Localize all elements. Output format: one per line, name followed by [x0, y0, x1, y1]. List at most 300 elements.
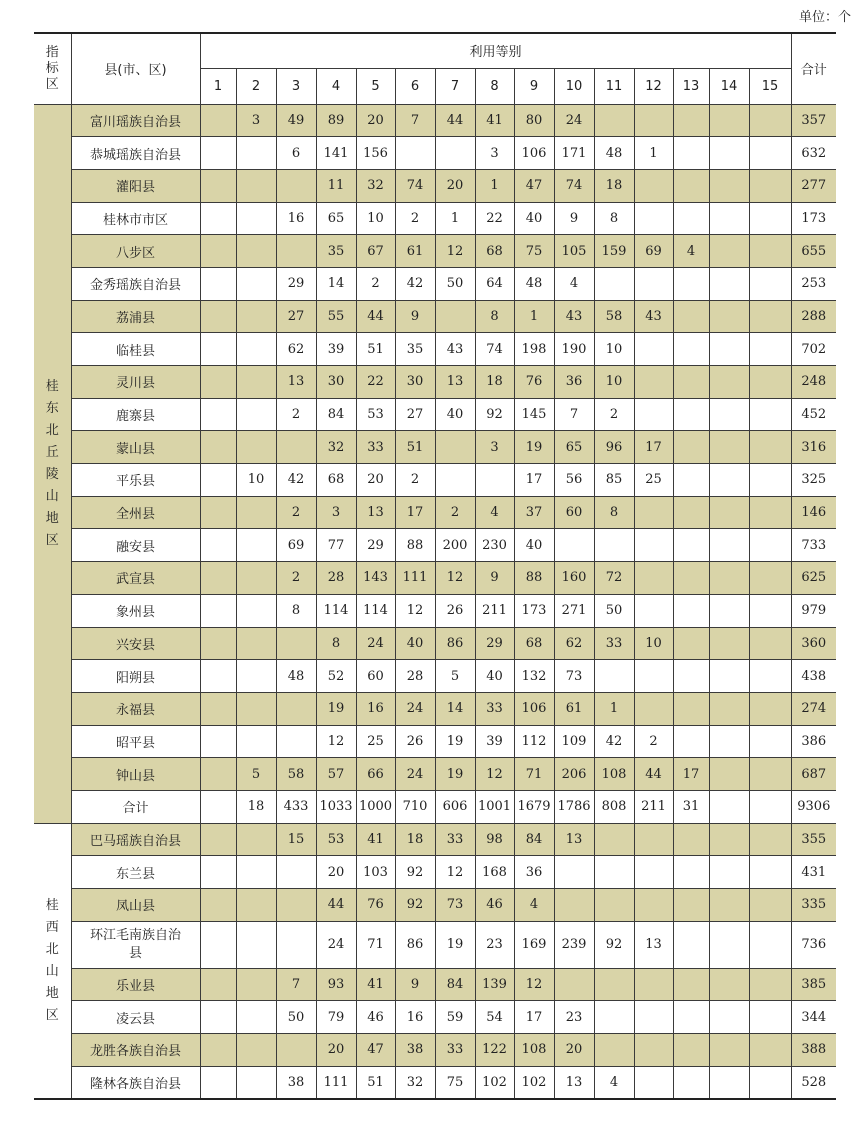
grade-value-9: 47 — [514, 169, 554, 202]
grade-value-3: 2 — [276, 562, 316, 595]
table-row — [34, 692, 836, 725]
grade-value-5: 60 — [356, 660, 395, 693]
grade-value-13 — [673, 104, 709, 137]
grade-value-1 — [200, 627, 236, 660]
grade-value-2 — [236, 921, 276, 968]
grade-value-11 — [594, 529, 634, 562]
grade-value-14 — [709, 660, 749, 693]
grade-value-10: 271 — [554, 594, 594, 627]
grade-value-2: 3 — [236, 104, 276, 137]
grade-value-1 — [200, 398, 236, 431]
table-row — [34, 398, 836, 431]
grade-value-12: 1 — [634, 137, 673, 170]
grade-value-11: 85 — [594, 464, 634, 497]
grade-value-3: 2 — [276, 398, 316, 431]
grade-value-10: 24 — [554, 104, 594, 137]
grade-header-8: 8 — [475, 68, 514, 104]
grade-value-15 — [749, 398, 791, 431]
region-label — [34, 104, 71, 823]
grade-value-15 — [749, 333, 791, 366]
grade-value-5: 29 — [356, 529, 395, 562]
row-total: 687 — [791, 758, 836, 791]
grade-value-13 — [673, 398, 709, 431]
grade-value-11: 1 — [594, 692, 634, 725]
grade-value-2 — [236, 137, 276, 170]
grade-value-8: 33 — [475, 692, 514, 725]
grade-value-14 — [709, 856, 749, 889]
grade-value-9: 68 — [514, 627, 554, 660]
grade-value-11 — [594, 1034, 634, 1067]
table-row — [34, 529, 836, 562]
grade-value-15 — [749, 562, 791, 595]
grade-value-15 — [749, 823, 791, 856]
grade-value-1 — [200, 725, 236, 758]
grade-value-5: 2 — [356, 267, 395, 300]
grade-value-10: 60 — [554, 496, 594, 529]
grade-value-8: 54 — [475, 1001, 514, 1034]
grade-value-5: 143 — [356, 562, 395, 595]
county-name: 荔浦县 — [71, 300, 200, 333]
grade-value-15 — [749, 790, 791, 823]
grade-value-6: 7 — [395, 104, 435, 137]
grade-value-12: 25 — [634, 464, 673, 497]
grade-value-4: 20 — [316, 856, 356, 889]
grade-value-9: 71 — [514, 758, 554, 791]
grade-value-7: 606 — [435, 790, 475, 823]
grade-value-2 — [236, 366, 276, 399]
grade-value-9: 112 — [514, 725, 554, 758]
grade-value-9: 145 — [514, 398, 554, 431]
grade-value-3 — [276, 627, 316, 660]
grade-value-14 — [709, 594, 749, 627]
grade-value-1 — [200, 823, 236, 856]
grade-value-3: 69 — [276, 529, 316, 562]
grade-value-9: 1679 — [514, 790, 554, 823]
grade-value-4: 19 — [316, 692, 356, 725]
grade-value-5: 20 — [356, 464, 395, 497]
grade-value-1 — [200, 889, 236, 922]
row-total: 173 — [791, 202, 836, 235]
grade-header-3: 3 — [276, 68, 316, 104]
grade-value-2: 18 — [236, 790, 276, 823]
grade-value-12 — [634, 496, 673, 529]
grade-value-8: 40 — [475, 660, 514, 693]
grade-value-3: 13 — [276, 366, 316, 399]
grade-value-14 — [709, 1066, 749, 1099]
table-row — [34, 202, 836, 235]
grade-value-1 — [200, 758, 236, 791]
grade-value-11 — [594, 1001, 634, 1034]
grade-value-10: 74 — [554, 169, 594, 202]
grade-value-10: 171 — [554, 137, 594, 170]
grade-value-1 — [200, 1066, 236, 1099]
grade-value-1 — [200, 496, 236, 529]
grade-value-4: 141 — [316, 137, 356, 170]
table-row — [34, 856, 836, 889]
table-row — [34, 594, 836, 627]
grade-header-4: 4 — [316, 68, 356, 104]
county-name-line: 环江毛南族自治县 — [89, 927, 181, 961]
grade-value-4: 1033 — [316, 790, 356, 823]
county-name: 恭城瑶族自治县 — [71, 137, 200, 170]
grade-value-6: 2 — [395, 202, 435, 235]
grade-value-1 — [200, 1001, 236, 1034]
grade-value-12 — [634, 398, 673, 431]
grade-value-7: 12 — [435, 562, 475, 595]
grade-value-7 — [435, 431, 475, 464]
grade-value-14 — [709, 496, 749, 529]
grade-value-2 — [236, 1034, 276, 1067]
zone-header — [34, 33, 71, 104]
table-row — [34, 1066, 836, 1099]
grade-value-3: 15 — [276, 823, 316, 856]
grade-value-15 — [749, 496, 791, 529]
grade-value-7: 75 — [435, 1066, 475, 1099]
grade-value-15 — [749, 1034, 791, 1067]
grade-value-12 — [634, 1066, 673, 1099]
grade-value-4: 35 — [316, 235, 356, 268]
grade-value-11: 48 — [594, 137, 634, 170]
grade-value-8: 139 — [475, 968, 514, 1001]
grade-value-15 — [749, 529, 791, 562]
grade-value-15 — [749, 889, 791, 922]
grade-value-7: 5 — [435, 660, 475, 693]
county-name: 鹿寨县 — [71, 398, 200, 431]
grade-value-12 — [634, 529, 673, 562]
grade-value-7: 200 — [435, 529, 475, 562]
grade-value-1 — [200, 968, 236, 1001]
grade-value-3: 16 — [276, 202, 316, 235]
grade-value-7 — [435, 464, 475, 497]
grade-value-7: 40 — [435, 398, 475, 431]
grade-header-9: 9 — [514, 68, 554, 104]
row-total: 452 — [791, 398, 836, 431]
grade-value-4: 24 — [316, 921, 356, 968]
grade-value-2 — [236, 398, 276, 431]
row-total: 248 — [791, 366, 836, 399]
grade-value-4: 20 — [316, 1034, 356, 1067]
grade-value-10 — [554, 529, 594, 562]
table-row — [34, 889, 836, 922]
grade-value-6: 12 — [395, 594, 435, 627]
grade-value-9: 36 — [514, 856, 554, 889]
grade-value-7: 12 — [435, 856, 475, 889]
grade-value-3: 27 — [276, 300, 316, 333]
grade-value-8: 23 — [475, 921, 514, 968]
grade-value-12: 10 — [634, 627, 673, 660]
grade-value-11: 96 — [594, 431, 634, 464]
county-name: 灵川县 — [71, 366, 200, 399]
county-name: 永福县 — [71, 692, 200, 725]
grade-value-9: 17 — [514, 1001, 554, 1034]
grade-value-10: 4 — [554, 267, 594, 300]
table-row — [34, 104, 836, 137]
grade-value-10: 56 — [554, 464, 594, 497]
grade-value-15 — [749, 300, 791, 333]
grade-value-6: 92 — [395, 856, 435, 889]
grade-value-5: 76 — [356, 889, 395, 922]
grade-value-5: 66 — [356, 758, 395, 791]
row-total: 979 — [791, 594, 836, 627]
grade-value-8: 98 — [475, 823, 514, 856]
grade-value-2: 10 — [236, 464, 276, 497]
grade-value-1 — [200, 921, 236, 968]
grade-value-2 — [236, 823, 276, 856]
region-label — [34, 823, 71, 1099]
grade-value-8: 3 — [475, 137, 514, 170]
grade-value-9: 108 — [514, 1034, 554, 1067]
grade-value-2 — [236, 496, 276, 529]
grade-value-3: 50 — [276, 1001, 316, 1034]
grade-value-7: 50 — [435, 267, 475, 300]
table-row — [34, 496, 836, 529]
grade-value-15 — [749, 235, 791, 268]
grade-value-13 — [673, 202, 709, 235]
county-name: 巴马瑶族自治县 — [71, 823, 200, 856]
grade-value-7: 20 — [435, 169, 475, 202]
grade-header-11: 11 — [594, 68, 634, 104]
grade-value-5: 67 — [356, 235, 395, 268]
grade-value-8: 64 — [475, 267, 514, 300]
grade-value-14 — [709, 104, 749, 137]
grade-value-13 — [673, 594, 709, 627]
grade-value-8: 74 — [475, 333, 514, 366]
grade-value-4: 32 — [316, 431, 356, 464]
grade-value-13 — [673, 823, 709, 856]
grade-value-2 — [236, 169, 276, 202]
grade-value-13 — [673, 1034, 709, 1067]
total-header: 合计 — [791, 33, 836, 104]
grade-value-1 — [200, 267, 236, 300]
row-total: 655 — [791, 235, 836, 268]
grade-value-10: 9 — [554, 202, 594, 235]
grade-value-9: 4 — [514, 889, 554, 922]
county-name: 东兰县 — [71, 856, 200, 889]
table-row — [34, 968, 836, 1001]
grade-header-12: 12 — [634, 68, 673, 104]
grade-value-8: 39 — [475, 725, 514, 758]
row-total: 386 — [791, 725, 836, 758]
grade-value-4: 44 — [316, 889, 356, 922]
grade-value-7: 12 — [435, 235, 475, 268]
grade-value-6: 42 — [395, 267, 435, 300]
grade-value-10: 1786 — [554, 790, 594, 823]
grade-value-13 — [673, 300, 709, 333]
grade-value-5: 33 — [356, 431, 395, 464]
grade-value-5: 41 — [356, 823, 395, 856]
grade-value-2 — [236, 968, 276, 1001]
grade-value-11: 159 — [594, 235, 634, 268]
grade-value-1 — [200, 104, 236, 137]
table-row — [34, 758, 836, 791]
grade-value-13 — [673, 968, 709, 1001]
grade-value-4: 77 — [316, 529, 356, 562]
grade-value-12 — [634, 968, 673, 1001]
grade-value-4: 93 — [316, 968, 356, 1001]
grade-value-12 — [634, 202, 673, 235]
table-row — [34, 464, 836, 497]
grade-value-3: 8 — [276, 594, 316, 627]
grade-value-4: 12 — [316, 725, 356, 758]
grade-value-2 — [236, 300, 276, 333]
grade-value-10: 65 — [554, 431, 594, 464]
grade-value-8: 1 — [475, 169, 514, 202]
grade-value-12 — [634, 823, 673, 856]
grade-value-15 — [749, 692, 791, 725]
grade-value-8: 9 — [475, 562, 514, 595]
grade-value-2 — [236, 889, 276, 922]
table-row — [34, 366, 836, 399]
grade-value-14 — [709, 202, 749, 235]
grade-value-3: 433 — [276, 790, 316, 823]
grade-value-8 — [475, 464, 514, 497]
grade-value-8: 29 — [475, 627, 514, 660]
grade-value-13 — [673, 137, 709, 170]
region-label-text: 桂西北山地区 — [45, 897, 59, 1023]
grade-value-9: 19 — [514, 431, 554, 464]
grade-value-1 — [200, 202, 236, 235]
grade-value-1 — [200, 464, 236, 497]
grade-value-5: 156 — [356, 137, 395, 170]
row-total: 344 — [791, 1001, 836, 1034]
grade-value-11: 58 — [594, 300, 634, 333]
county-name: 八步区 — [71, 235, 200, 268]
table-row — [34, 1001, 836, 1034]
grade-value-6: 24 — [395, 758, 435, 791]
grade-header-15: 15 — [749, 68, 791, 104]
grade-value-9: 75 — [514, 235, 554, 268]
grade-value-1 — [200, 366, 236, 399]
grade-value-15 — [749, 627, 791, 660]
grade-value-13 — [673, 562, 709, 595]
grade-value-5: 114 — [356, 594, 395, 627]
grade-value-11: 10 — [594, 366, 634, 399]
grade-value-3: 6 — [276, 137, 316, 170]
grade-value-7: 26 — [435, 594, 475, 627]
grade-value-7: 19 — [435, 758, 475, 791]
grade-value-10: 23 — [554, 1001, 594, 1034]
table-row — [34, 1034, 836, 1067]
grade-value-14 — [709, 968, 749, 1001]
grade-value-15 — [749, 169, 791, 202]
grade-value-5: 71 — [356, 921, 395, 968]
grade-value-6: 38 — [395, 1034, 435, 1067]
grade-value-8: 92 — [475, 398, 514, 431]
grade-value-8: 18 — [475, 366, 514, 399]
table-row — [34, 431, 836, 464]
grade-value-11: 8 — [594, 202, 634, 235]
grade-value-3: 2 — [276, 496, 316, 529]
grade-value-12: 2 — [634, 725, 673, 758]
grade-value-7: 73 — [435, 889, 475, 922]
grade-value-15 — [749, 660, 791, 693]
grade-value-10: 239 — [554, 921, 594, 968]
grade-value-10: 109 — [554, 725, 594, 758]
grade-value-1 — [200, 856, 236, 889]
county-name: 凤山县 — [71, 889, 200, 922]
region-label-text: 桂东北丘陵山地区 — [45, 378, 59, 548]
grade-value-15 — [749, 856, 791, 889]
row-total: 385 — [791, 968, 836, 1001]
grade-value-12 — [634, 366, 673, 399]
grade-value-14 — [709, 562, 749, 595]
grade-value-2 — [236, 333, 276, 366]
row-total: 360 — [791, 627, 836, 660]
grade-value-12 — [634, 1001, 673, 1034]
zone-header-text: 指标区 — [45, 44, 59, 92]
grade-value-2 — [236, 856, 276, 889]
grade-value-7: 1 — [435, 202, 475, 235]
county-name: 平乐县 — [71, 464, 200, 497]
grade-value-12 — [634, 333, 673, 366]
grade-value-2 — [236, 202, 276, 235]
grade-value-11 — [594, 267, 634, 300]
grade-value-7: 84 — [435, 968, 475, 1001]
county-name: 桂林市市区 — [71, 202, 200, 235]
grade-value-2 — [236, 725, 276, 758]
grade-value-13 — [673, 1001, 709, 1034]
grade-value-4: 111 — [316, 1066, 356, 1099]
grade-value-13 — [673, 267, 709, 300]
grade-value-6: 28 — [395, 660, 435, 693]
grade-value-6: 86 — [395, 921, 435, 968]
row-total: 438 — [791, 660, 836, 693]
grade-value-5: 47 — [356, 1034, 395, 1067]
county-name: 全州县 — [71, 496, 200, 529]
table-row — [34, 267, 836, 300]
grade-value-12 — [634, 856, 673, 889]
county-name: 临桂县 — [71, 333, 200, 366]
grade-value-10 — [554, 889, 594, 922]
grade-value-13: 31 — [673, 790, 709, 823]
grade-value-9: 1 — [514, 300, 554, 333]
grade-value-5: 46 — [356, 1001, 395, 1034]
grade-value-2 — [236, 627, 276, 660]
county-name: 兴安县 — [71, 627, 200, 660]
grade-header-2: 2 — [236, 68, 276, 104]
grade-value-5: 53 — [356, 398, 395, 431]
grade-value-4: 89 — [316, 104, 356, 137]
grade-header-14: 14 — [709, 68, 749, 104]
grade-value-3 — [276, 431, 316, 464]
grade-value-4: 39 — [316, 333, 356, 366]
grade-value-15 — [749, 104, 791, 137]
grade-value-11 — [594, 889, 634, 922]
table-row — [34, 725, 836, 758]
grade-value-3 — [276, 235, 316, 268]
grade-value-1 — [200, 169, 236, 202]
table-row — [34, 921, 836, 968]
grade-value-7: 44 — [435, 104, 475, 137]
grade-header-1: 1 — [200, 68, 236, 104]
grade-header-13: 13 — [673, 68, 709, 104]
county-name: 乐业县 — [71, 968, 200, 1001]
grade-value-4: 55 — [316, 300, 356, 333]
grade-value-12: 43 — [634, 300, 673, 333]
grade-value-13 — [673, 496, 709, 529]
grade-value-3: 58 — [276, 758, 316, 791]
grade-value-8: 8 — [475, 300, 514, 333]
grade-value-9: 84 — [514, 823, 554, 856]
grade-value-5: 44 — [356, 300, 395, 333]
grade-value-2: 5 — [236, 758, 276, 791]
county-name: 富川瑶族自治县 — [71, 104, 200, 137]
grade-value-13 — [673, 725, 709, 758]
grade-value-15 — [749, 464, 791, 497]
grade-value-3: 42 — [276, 464, 316, 497]
grade-value-15 — [749, 1066, 791, 1099]
grade-value-6: 2 — [395, 464, 435, 497]
